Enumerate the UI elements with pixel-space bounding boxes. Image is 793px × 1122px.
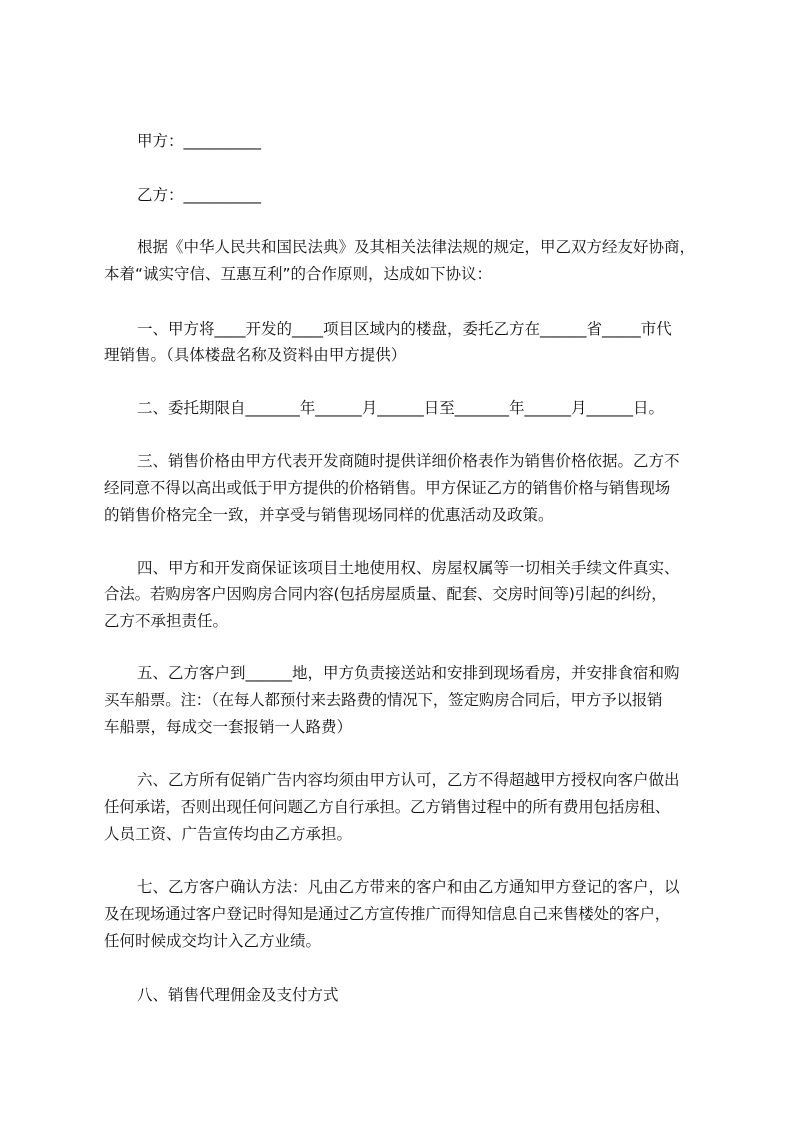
clause-5-line-1: 五、乙方客户到______地，甲方负责接送站和安排到现场看房，并安排食宿和购 (137, 664, 680, 682)
clause-2-line-1: 二、委托期限自_______年______月______日至_______年______月______日。 (137, 399, 665, 417)
clause-4-line-2: 合法。若购房客户因购房合同内容(包括房屋质量、配套、交房时间等)引起的纠纷， (104, 585, 667, 603)
clause-7-line-3: 任何时候成交均计入乙方业绩。 (104, 932, 322, 950)
party-b-line: 乙方：__________ (137, 186, 262, 204)
clause-6-line-3: 人员工资、广告宣传均由乙方承担。 (104, 825, 353, 843)
clause-6-line-1: 六、乙方所有促销广告内容均须由甲方认可，乙方不得超越甲方授权向客户做出 (137, 771, 680, 789)
clause-4-line-1: 四、甲方和开发商保证该项目土地使用权、房屋权属等一切相关手续文件真实、 (137, 559, 680, 577)
clause-5-line-2: 买车船票。注：（在每人都预付来去路费的情况下，签定购房合同后，甲方予以报销 (104, 691, 663, 709)
party-a-line: 甲方：__________ (137, 132, 262, 150)
clause-7-line-2: 及在现场通过客户登记时得知是通过乙方宣传推广而得知信息自己来售楼处的客户， (104, 905, 671, 923)
intro-line-2: 本着“诚实守信、互惠互利”的合作原则，达成如下协议： (104, 265, 493, 283)
clause-3-line-3: 的销售价格完全一致，并享受与销售现场同样的优惠活动及政策。 (104, 506, 554, 524)
clause-3-line-2: 经同意不得以高出或低于甲方提供的价格销售。甲方保证乙方的销售价格与销售现场 (104, 479, 671, 497)
clause-1-line-2: 理销售。（具体楼盘名称及资料由甲方提供） (104, 346, 407, 364)
clause-5-line-3: 车船票，每成交一套报销一人路费） (104, 718, 353, 736)
clause-4-line-3: 乙方不承担责任。 (104, 612, 229, 630)
clause-1-line-1: 一、甲方将____开发的____项目区域内的楼盘，委托乙方在______省_____市代 (137, 320, 672, 338)
intro-line-1: 根据《中华人民共和国民法典》及其相关法律法规的规定，甲乙双方经友好协商， (137, 238, 696, 256)
clause-3-line-1: 三、销售价格由甲方代表开发商随时提供详细价格表作为销售价格依据。乙方不 (137, 452, 680, 470)
clause-8-heading: 八、销售代理佣金及支付方式 (137, 986, 339, 1004)
clause-7-line-1: 七、乙方客户确认方法：凡由乙方带来的客户和由乙方通知甲方登记的客户，以 (137, 878, 680, 896)
clause-6-line-2: 任何承诺，否则出现任何问题乙方自行承担。乙方销售过程中的所有费用包括房租、 (104, 798, 671, 816)
